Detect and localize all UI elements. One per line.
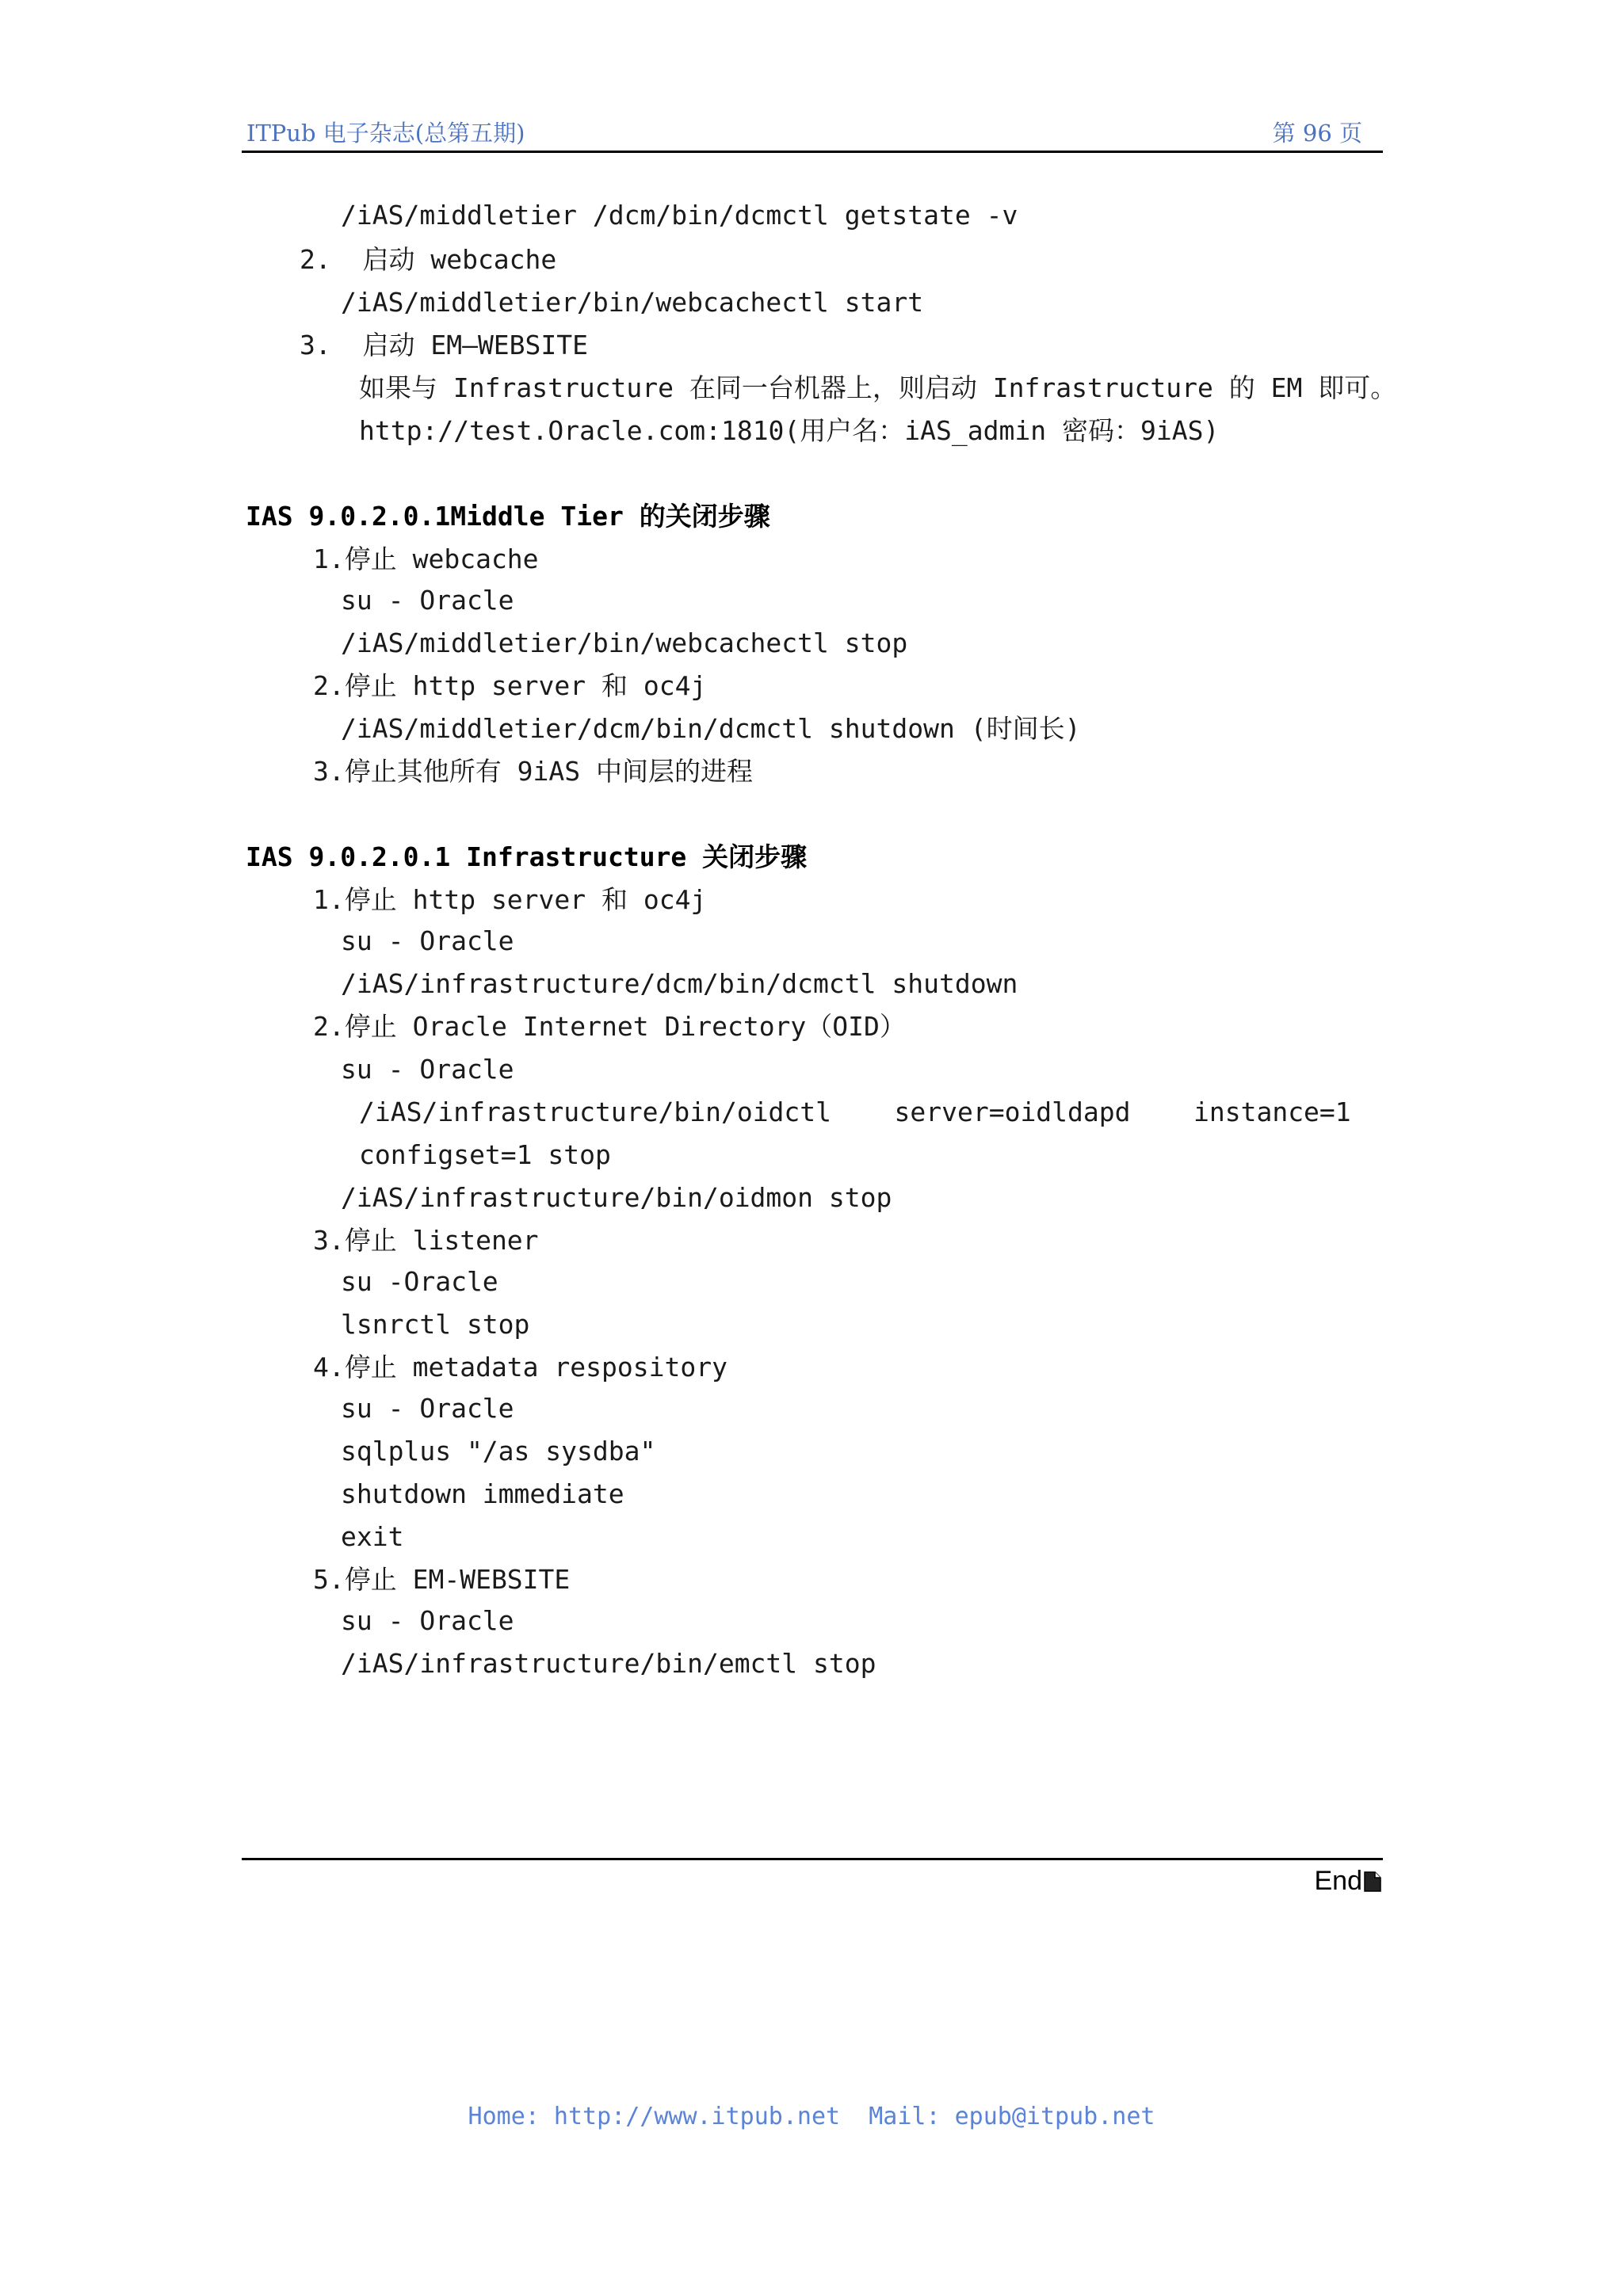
list-item: 3.停止 listener <box>313 1225 539 1256</box>
list-item: 3. 启动 EM—WEBSITE <box>300 330 589 360</box>
list-item: 3.停止其他所有 9iAS 中间层的进程 <box>313 756 753 787</box>
list-item: 2. 启动 webcache <box>300 244 557 275</box>
command-line: su - Oracle <box>341 1393 514 1424</box>
end-label: End <box>1314 1866 1362 1896</box>
section-heading: IAS 9.0.2.0.1 Infrastructure 关闭步骤 <box>246 841 808 872</box>
command-line: su -Oracle <box>341 1266 498 1297</box>
command-line: configset=1 stop <box>359 1139 611 1170</box>
command-line: /iAS/infrastructure/bin/oidctl server=oidldapd instance=1 <box>359 1097 1351 1127</box>
command-line: /iAS/middletier/bin/webcachectl start <box>341 287 924 318</box>
page-number: 第 96 页 <box>1272 120 1362 147</box>
command-line: lsnrctl stop <box>341 1309 530 1340</box>
command-line: sqlplus "/as sysdba" <box>341 1436 656 1466</box>
document-icon <box>1364 1871 1381 1892</box>
command-line: /iAS/middletier/dcm/bin/dcmctl shutdown (时间长) <box>341 713 1081 744</box>
command-line: /iAS/infrastructure/bin/emctl stop <box>341 1648 876 1679</box>
list-item: 2.停止 http server 和 oc4j <box>313 670 707 701</box>
url-text: http://test.Oracle.com:1810(用户名：iAS_admin 密码：9iAS) <box>359 415 1220 446</box>
command-line: su - Oracle <box>341 585 514 616</box>
magazine-title: ITPub 电子杂志(总第五期) <box>246 120 525 147</box>
list-item: 2.停止 Oracle Internet Directory（OID） <box>313 1011 906 1042</box>
section-heading: IAS 9.0.2.0.1Middle Tier 的关闭步骤 <box>246 501 770 532</box>
command-line: /iAS/middletier /dcm/bin/dcmctl getstate -v <box>341 200 1018 231</box>
footer-divider <box>242 1858 1383 1860</box>
page-header <box>242 113 1383 153</box>
command-line: exit <box>341 1521 404 1552</box>
command-line: su - Oracle <box>341 925 514 956</box>
command-line: /iAS/infrastructure/dcm/bin/dcmctl shutdown <box>341 968 1018 999</box>
command-line: su - Oracle <box>341 1605 514 1636</box>
end-marker <box>1315 1866 1382 1897</box>
list-item: 4.停止 metadata respository <box>313 1352 727 1383</box>
command-line: su - Oracle <box>341 1054 514 1085</box>
list-item: 1.停止 http server 和 oc4j <box>313 884 707 915</box>
footer-links: Home: http://www.itpub.net Mail: epub@itpub.net <box>468 2103 1155 2130</box>
command-line: /iAS/infrastructure/bin/oidmon stop <box>341 1182 892 1213</box>
command-line: shutdown immediate <box>341 1478 624 1509</box>
list-item: 5.停止 EM-WEBSITE <box>313 1564 571 1595</box>
paragraph-text: 如果与 Infrastructure 在同一台机器上，则启动 Infrastructure 的 EM 即可。 <box>359 372 1397 403</box>
command-line: /iAS/middletier/bin/webcachectl stop <box>341 627 908 658</box>
list-item: 1.停止 webcache <box>313 543 539 574</box>
